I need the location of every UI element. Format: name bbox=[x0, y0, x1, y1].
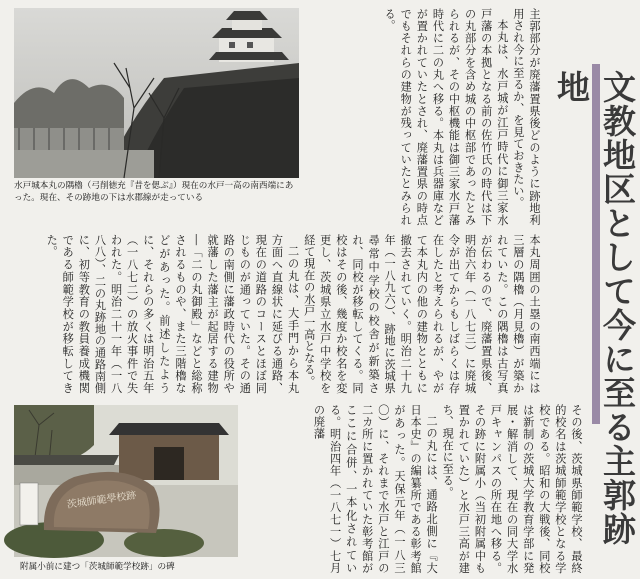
monument-inscription: 茨城師範學校跡 bbox=[66, 490, 138, 511]
bottom-photo-caption: 附属小前に建つ「茨城師範学校跡」の碑 bbox=[20, 562, 175, 572]
text-column-2 bbox=[14, 234, 542, 394]
section-title: 文教地区として今に至る主郭跡地 bbox=[552, 70, 637, 546]
castle-turret-photo bbox=[14, 8, 299, 178]
paragraph: 本丸周囲の土塁の南西端には三層の隅櫓（月見櫓）が築かれていた。この隅櫓は古写真が伝わるので、廃藩置県後、明治六年（一八七三）に廃城令が出てからもしばらくは存在したと考えられるが、やがて本丸内の他の建物とともに撤去されていく。明治二十九年（一八九六）、跡地に茨城県尋常中学校の校舎が新築され、同校が移転してくる。同校はその後、幾度か校名を変更し、茨城県立水戸中学校を経て現在の水戸一高となる。 bbox=[302, 234, 541, 394]
paragraph: 二の丸は、大手門から本丸方面へ直線状に延びる通路、現在の道路のコースとほぼ同じものが通っていた。その通路の南側に藩政時代の役所や就藩した藩主が起居する建物―「二の丸御殿」などと総称されるものや、また三階櫓などがあった。前述したように、それらの多くは明治五年（一八七二）の放火事件で失われた。明治二十一年（一八八八）、二の丸跡地の通路南側に、初等教育の教員養成機関である師範学校が移転してきた。 bbox=[45, 234, 300, 394]
paragraph: 二の丸には、通路北側に『大日本史』の編纂所である彰考館があった。天保元年（一八三〇）に、それまで水戸と江戸の二カ所に置かれていた彰考館がここに合併、一本化されている。明治四年（一八七一）七月の廃藩 bbox=[312, 404, 439, 574]
text-column-3 bbox=[244, 404, 584, 574]
paragraph: その後、茨城県師範学校、最終的校名は茨城師範学校となる学校である。昭和の大戦後、同校は新制の茨城大学教育学部に発展・解消して、現在の同大学水戸キャンパスの所在地へ移る。その跡に附属小（当初附属中も置かれていた）と水戸三高が建ち、現在に至る。 bbox=[441, 404, 583, 574]
monument-image bbox=[14, 405, 238, 557]
top-photo-caption: 水戸城本丸の隅櫓（弓削徳充『昔を偲ぶ』）現在の水戸一高の南西端にあった。現在、その跡地の下は水郡線が走っている bbox=[14, 181, 294, 203]
castle-turret-image bbox=[14, 8, 299, 178]
monument-photo bbox=[14, 405, 238, 557]
paragraph: 主郭部分が廃藩置県後どのように跡地利用され今に至るか、を見ておきたい。 bbox=[511, 8, 541, 226]
paragraph: 本丸は、水戸城が江戸時代に御三家水戸藩の本拠となる前の佐竹氏の時代は下の丸部分を含め城の中枢部であったとみられるが、その中枢機能は御三家水戸藩時代に二の丸へ移る。本丸は兵器庫などが置かれていたとされ、廃藩置県の時点でもそれらの建物が残っていたとみられる。 bbox=[383, 8, 509, 226]
text-column-1 bbox=[304, 8, 542, 226]
